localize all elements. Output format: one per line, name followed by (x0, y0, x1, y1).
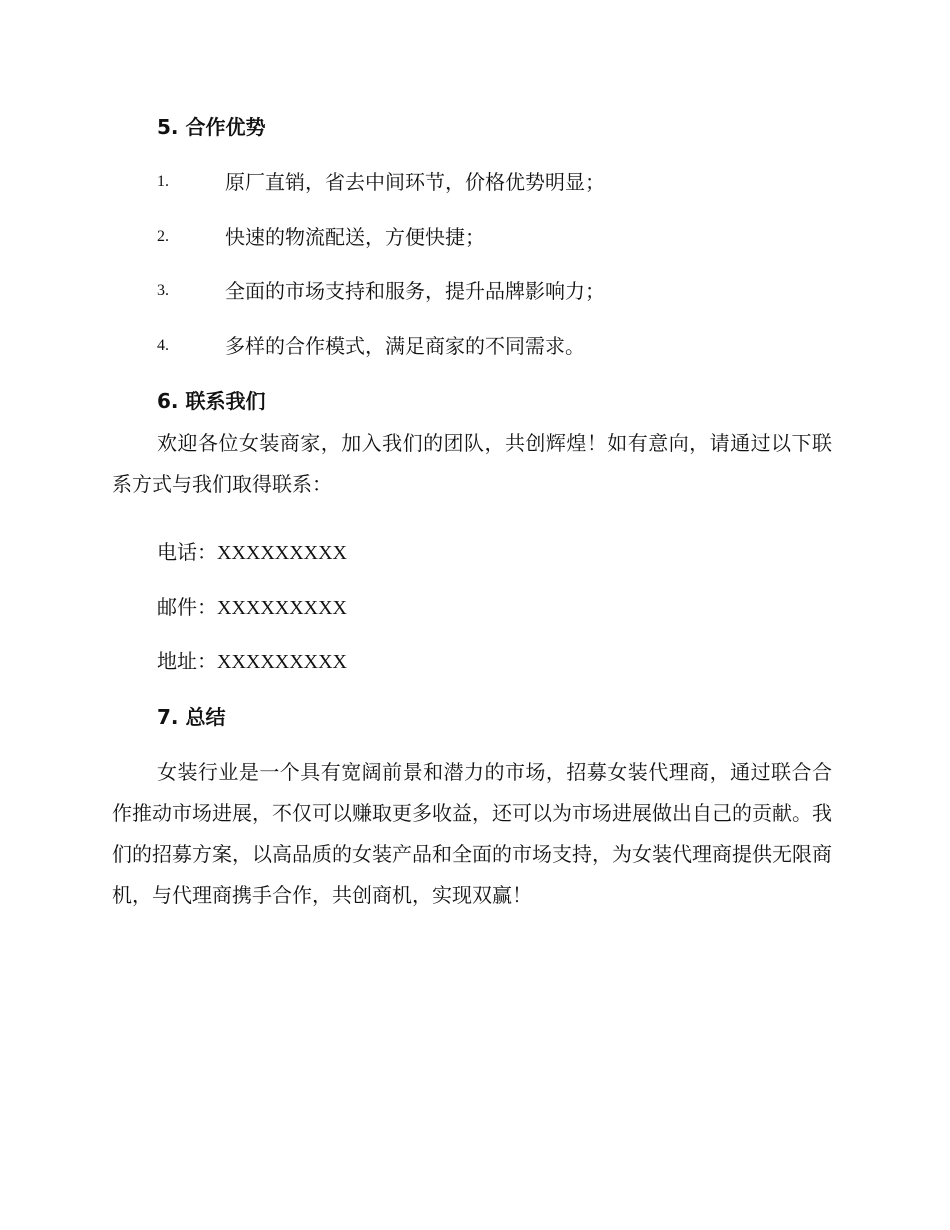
section-heading-contact: 6. 联系我们 (157, 389, 266, 413)
list-item-text: 多样的合作模式，满足商家的不同需求。 (225, 334, 585, 358)
contact-label: 邮件： (157, 595, 217, 619)
list-item-number: 2. (157, 228, 169, 245)
list-item-text: 快速的物流配送，方便快捷； (225, 225, 485, 249)
list-item-text: 全面的市场支持和服务，提升品牌影响力； (225, 279, 605, 303)
list-item-number: 4. (157, 337, 169, 354)
contact-value: XXXXXXXXX (217, 651, 347, 673)
list-item-text: 原厂直销，省去中间环节，价格优势明显； (225, 170, 605, 194)
contact-address (157, 647, 347, 676)
section-heading-advantages: 5. 合作优势 (157, 115, 266, 139)
list-item-number: 1. (157, 173, 169, 190)
list-item-number: 3. (157, 282, 169, 299)
contact-intro-paragraph: 欢迎各位女装商家，加入我们的团队，共创辉煌！如有意向，请通过以下联系方式与我们取得联系： (112, 431, 832, 496)
contact-value: XXXXXXXXX (217, 542, 347, 564)
contact-label: 地址： (157, 649, 217, 673)
summary-paragraph: 女装行业是一个具有宽阔前景和潜力的市场，招募女装代理商，通过联合合作推动市场进展，不仅可以赚取更多收益，还可以为市场进展做出自己的贡献。我们的招募方案，以高品质的女装产品和全面的市场支持，为女装代理商提供无限商机，与代理商携手合作，共创商机，实现双赢！ (112, 760, 832, 907)
contact-email (157, 593, 347, 622)
contact-phone (157, 538, 347, 567)
section-heading-summary: 7. 总结 (157, 705, 226, 729)
contact-value: XXXXXXXXX (217, 597, 347, 619)
contact-label: 电话： (157, 540, 217, 564)
